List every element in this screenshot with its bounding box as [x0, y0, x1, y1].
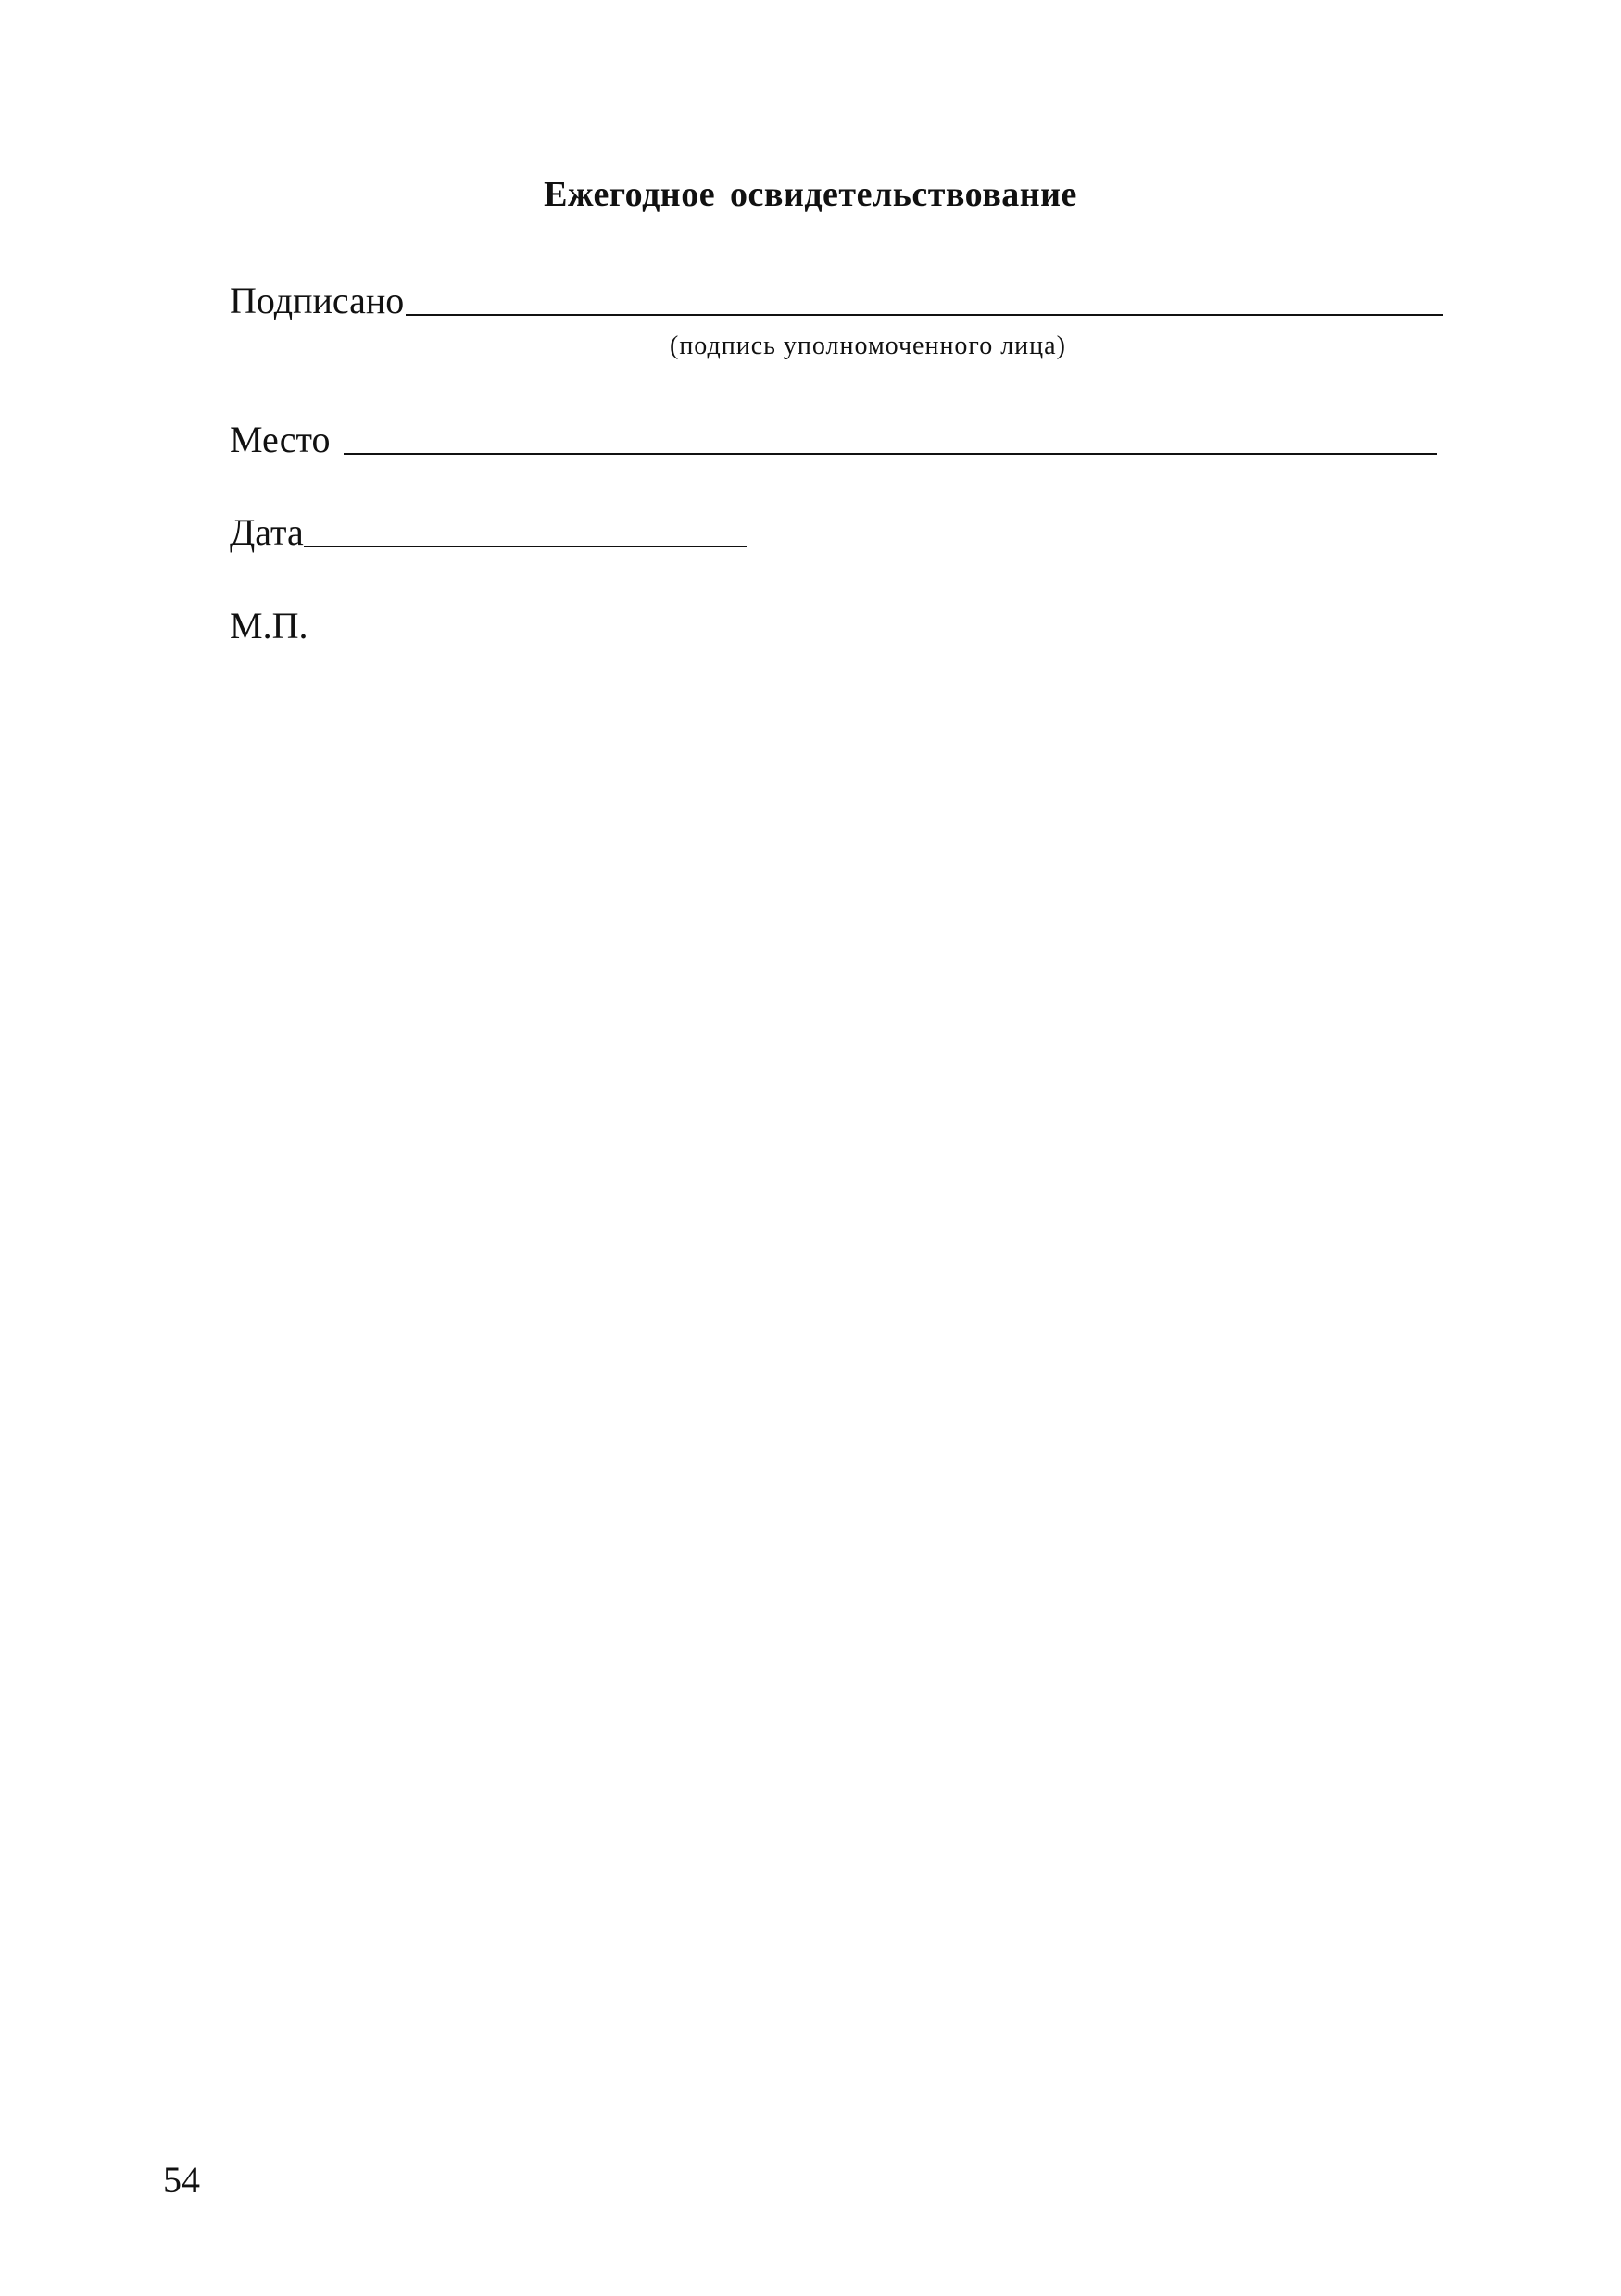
signature-line[interactable] — [406, 314, 1443, 316]
signature-caption: (подпись уполномоченного лица) — [670, 332, 1066, 360]
signed-label: Подписано — [230, 280, 405, 321]
page-number: 54 — [163, 2159, 200, 2201]
place-line[interactable] — [344, 453, 1437, 455]
stamp-label: М.П. — [230, 605, 308, 646]
date-field — [230, 511, 747, 553]
date-line[interactable] — [304, 546, 747, 547]
signed-field — [230, 282, 1443, 320]
date-label: Дата — [230, 511, 304, 553]
place-label: Место — [230, 419, 331, 460]
document-title: Ежегодное освидетельствование — [544, 175, 1077, 214]
place-field — [230, 421, 1437, 458]
